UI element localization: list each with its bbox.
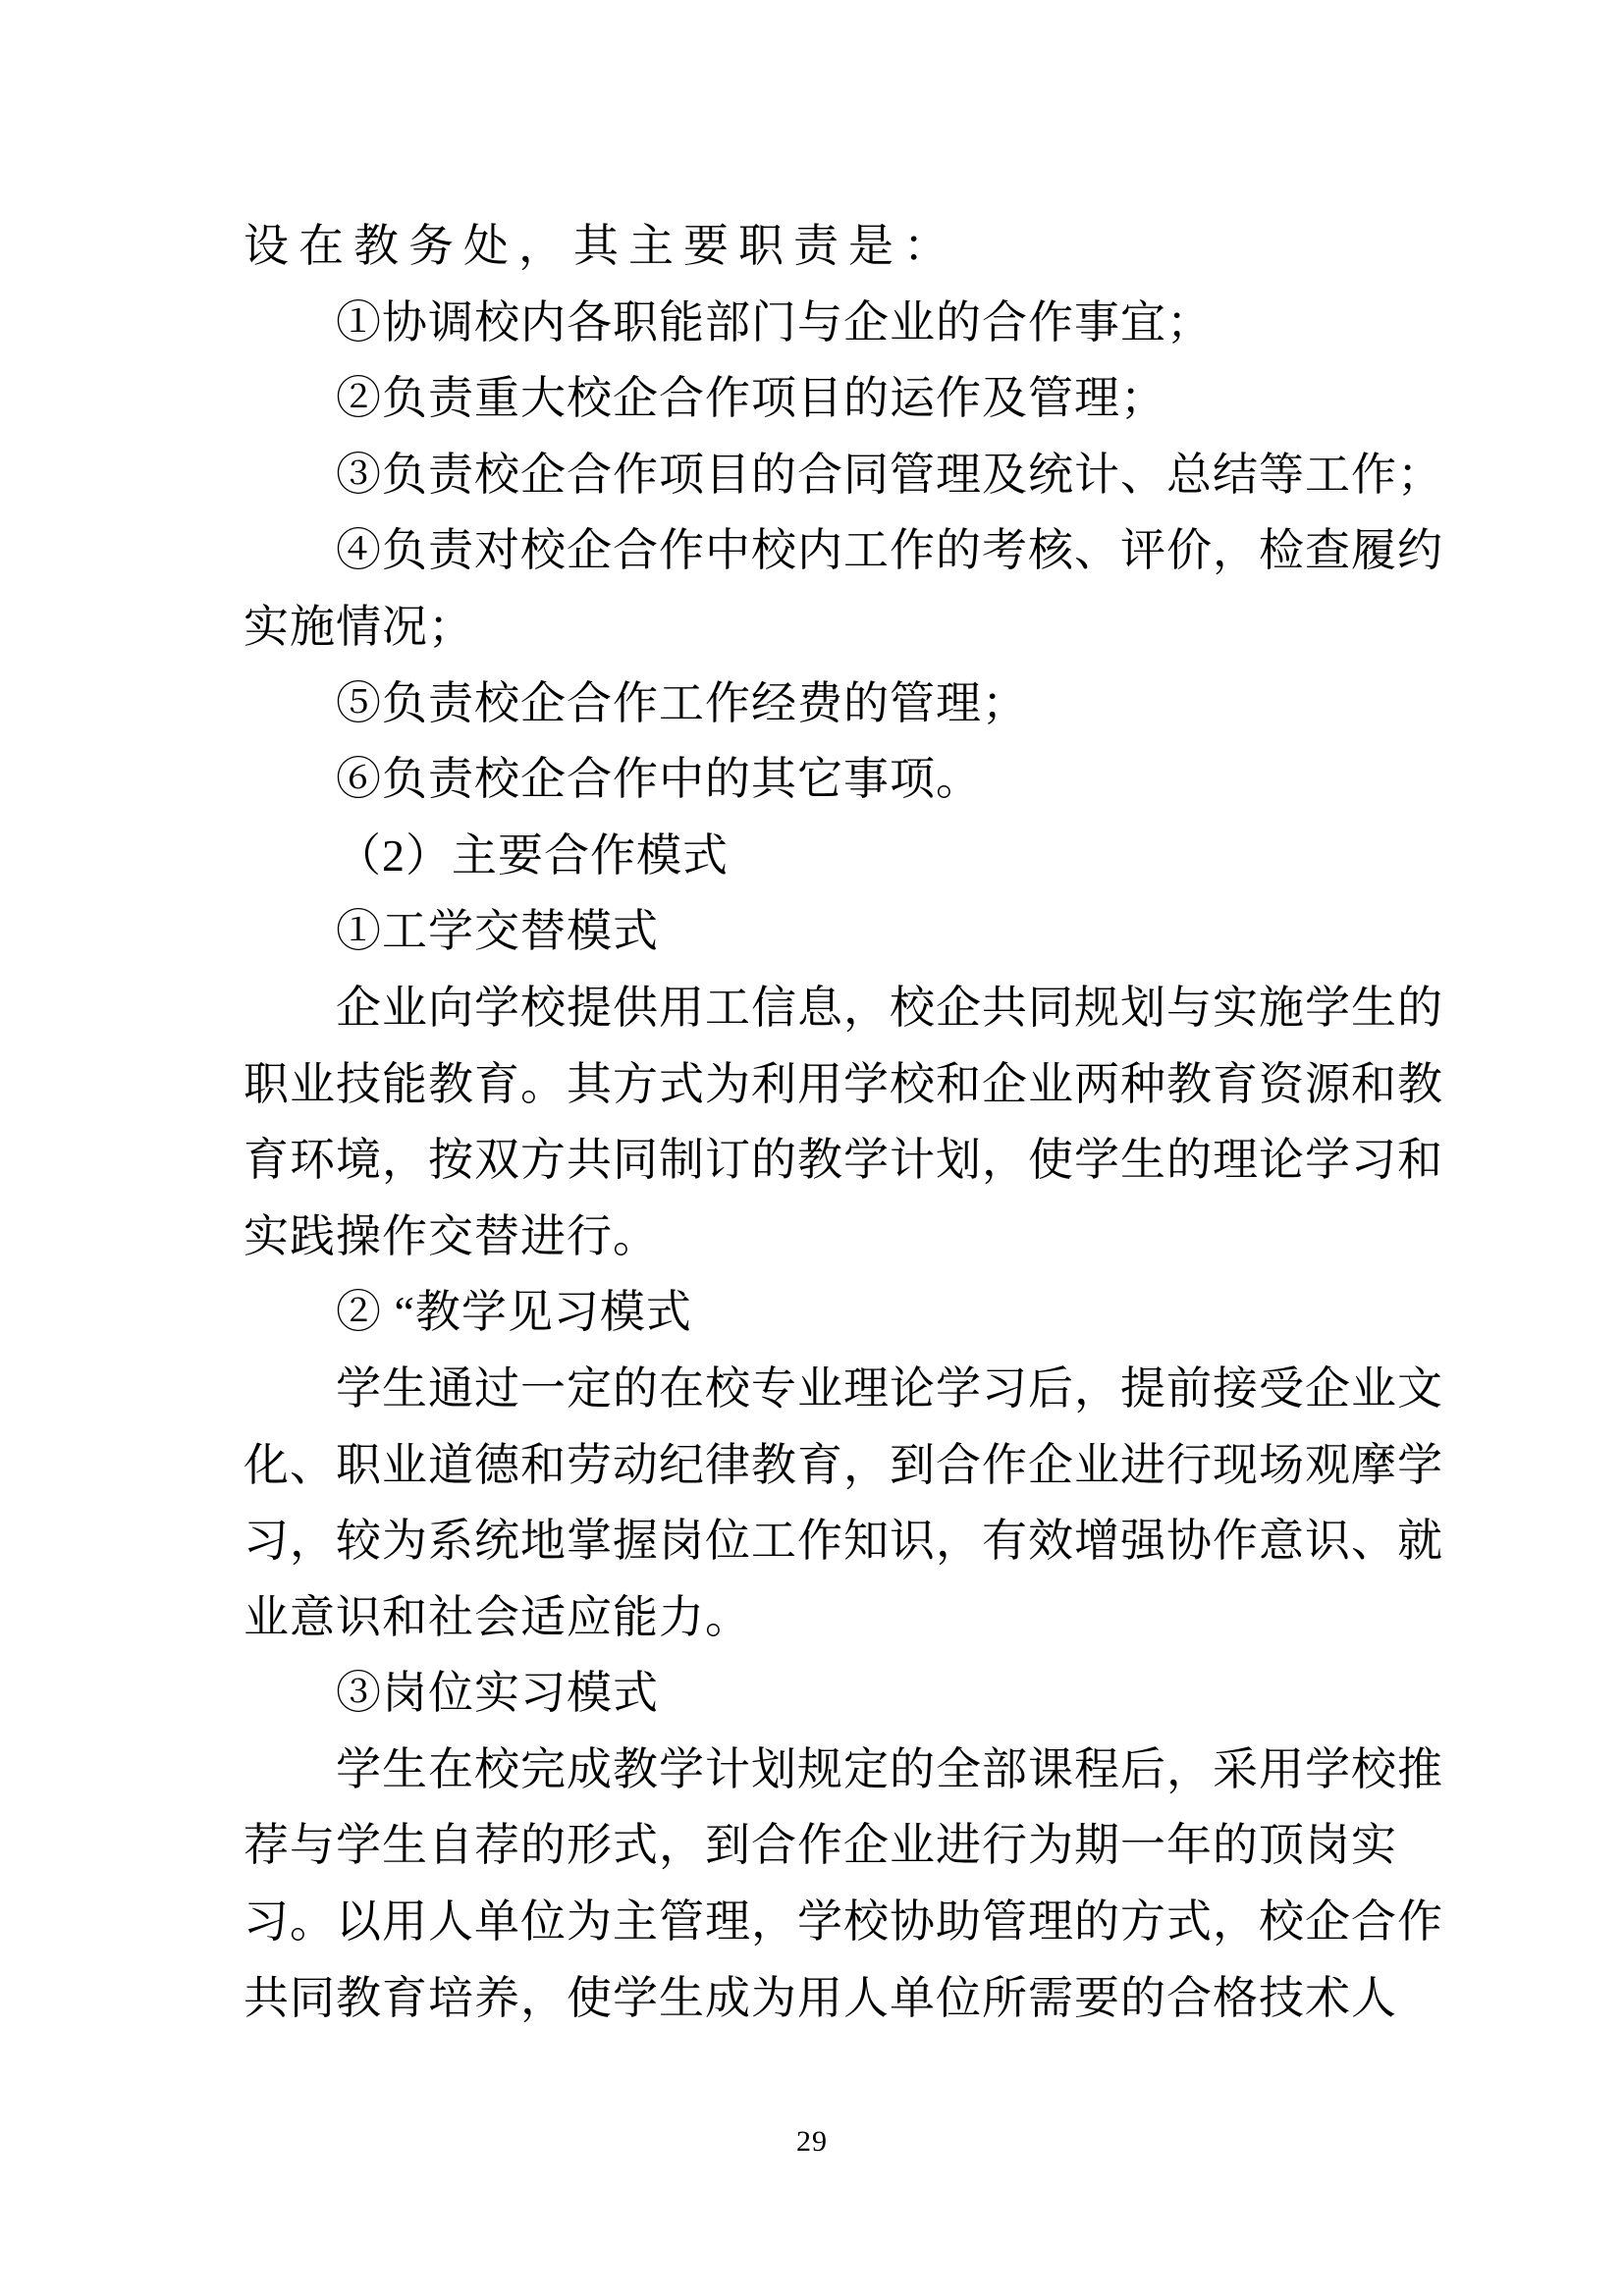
text-line: 荐与学生自荐的形式，到合作企业进行为期一年的顶岗实 [244,1820,1397,1871]
text-line: 业意识和社会适应能力。 [244,1591,751,1642]
text-line: 共同教育培养，使学生成为用人单位所需要的合格技术人 [244,1972,1397,2023]
text-line: 职业技能教育。其方式为利用学校和企业两种教育资源和教 [244,1058,1443,1109]
text-line: 育环境，按双方共同制订的教学计划，使学生的理论学习和 [244,1135,1443,1186]
text-line: ② “教学见习模式 [336,1287,692,1338]
text-line: 实践操作交替进行。 [244,1210,659,1261]
document-body [244,208,1490,2036]
text-line: ④负责对校企合作中校内工作的考核、评价，检查履约 [336,525,1443,576]
page-footer [0,2122,1624,2162]
text-line: ③负责校企合作项目的合同管理及统计、总结等工作； [336,449,1443,500]
text-line: 化、职业道德和劳动纪律教育，到合作企业进行现场观摩学 [244,1439,1443,1490]
text-line: 设在教务处，其主要职责是： [244,221,958,271]
text-line: 企业向学校提供用工信息，校企共同规划与实施学生的 [336,982,1443,1033]
text-line: 习，较为系统地掌握岗位工作知识，有效增强协作意识、就 [244,1516,1443,1567]
text-line: ③岗位实习模式 [336,1668,659,1719]
text-line: ⑥负责校企合作中的其它事项。 [336,754,982,805]
text-line: ②负责重大校企合作项目的运作及管理； [336,373,1166,424]
text-line: （2）主要合作模式 [336,829,729,881]
text-line: 学生通过一定的在校专业理论学习后，提前接受企业文 [336,1362,1443,1414]
page-number: 29 [796,2125,828,2158]
text-line: ⑤负责校企合作工作经费的管理； [336,677,1028,728]
text-line: 学生在校完成教学计划规定的全部课程后，采用学校推 [336,1743,1443,1794]
text-line: ①协调校内各职能部门与企业的合作事宜； [336,296,1213,347]
text-line: 习。以用人单位为主管理，学校协助管理的方式，校企合作 [244,1896,1443,1948]
text-line: ①工学交替模式 [336,906,659,957]
text-line: 实施情况； [244,601,474,652]
